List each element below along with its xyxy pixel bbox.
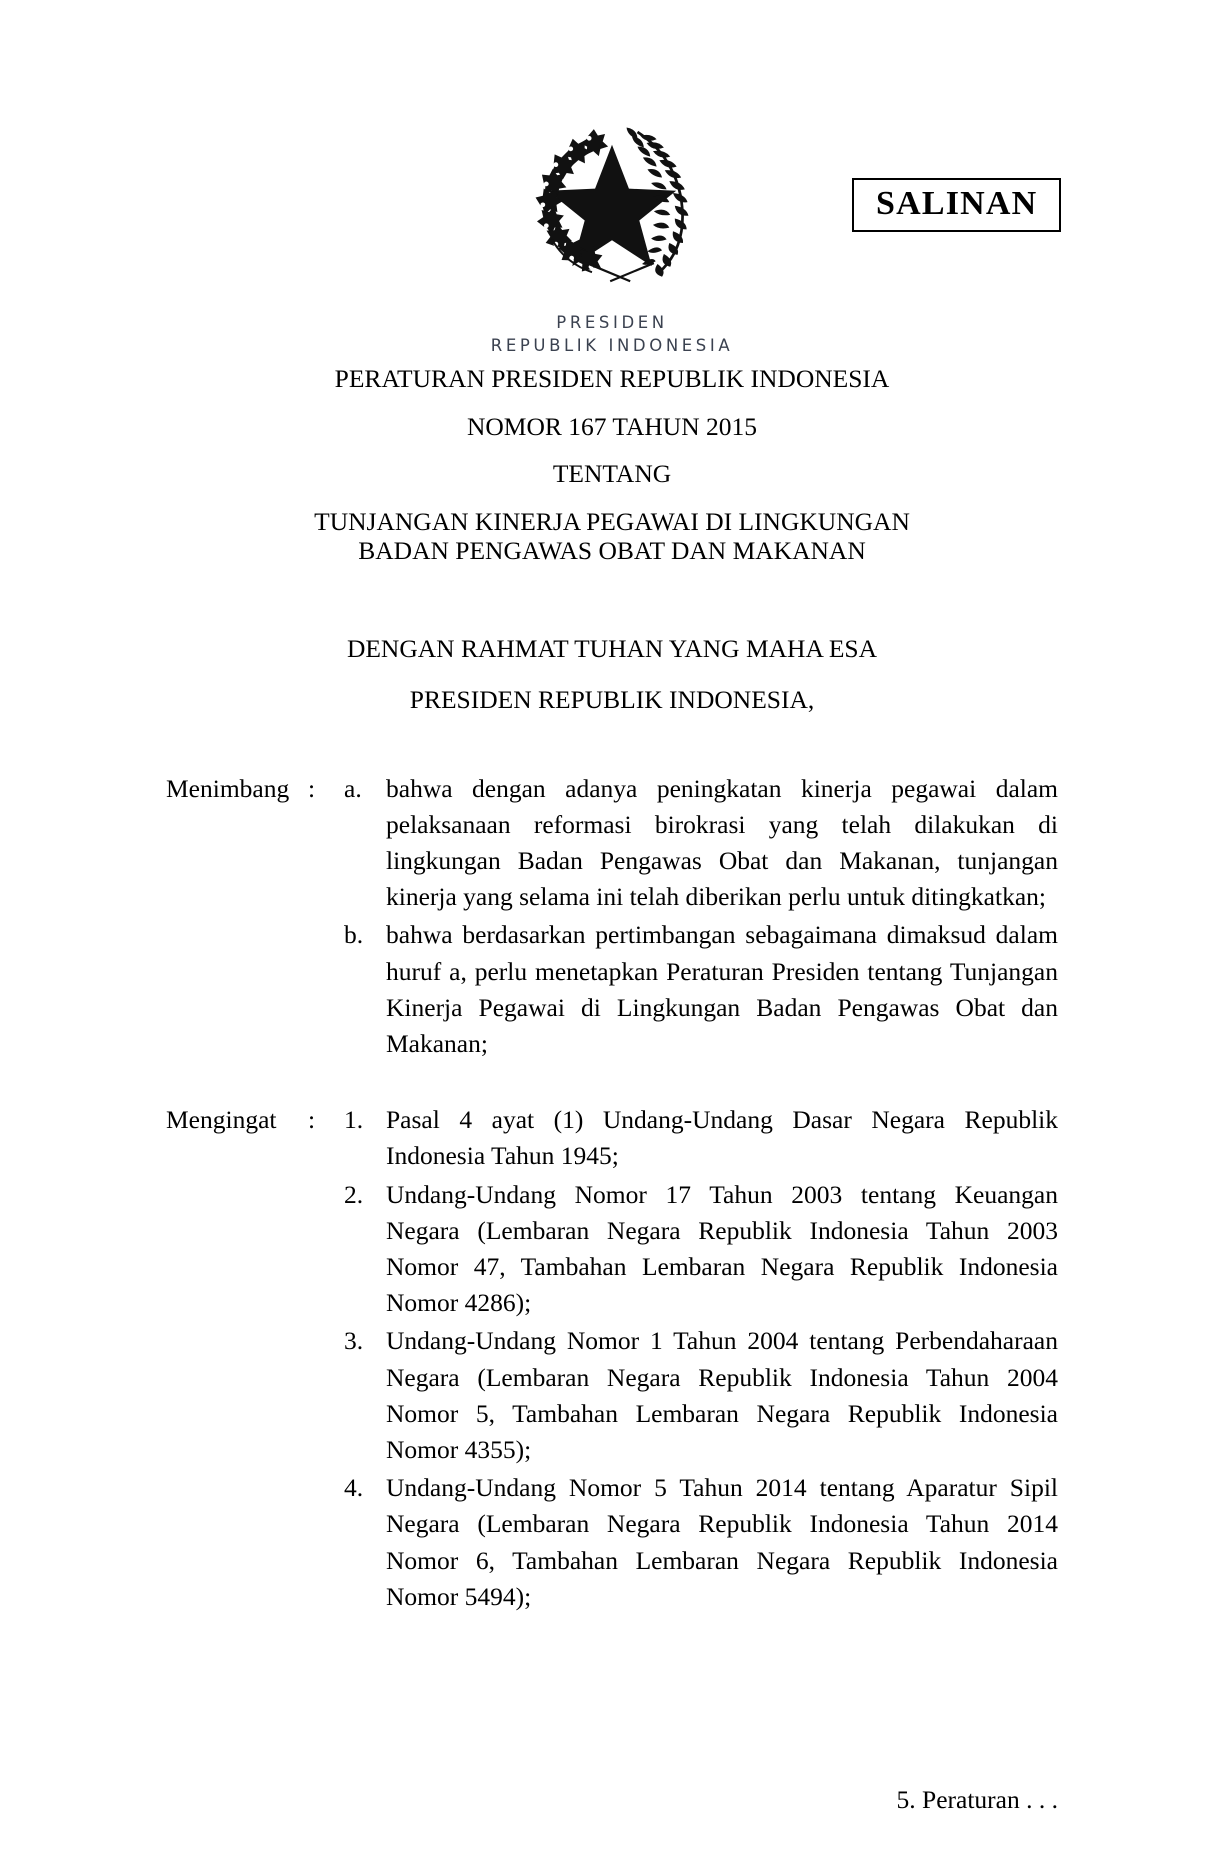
clause-section-mengingat <box>0 1102 1224 1615</box>
emblem-caption-line-1: PRESIDEN <box>556 313 668 332</box>
salinan-stamp <box>852 178 1061 232</box>
clause-item <box>344 1102 1058 1174</box>
title-line-number-year: NOMOR 167 TAHUN 2015 <box>466 411 758 441</box>
document-title <box>0 366 1224 564</box>
title-line-subject-2: BADAN PENGAWAS OBAT DAN MAKANAN <box>358 536 866 565</box>
clause-colon-mengingat: : <box>308 1105 316 1135</box>
clause-item-marker: a. <box>344 773 362 803</box>
clause-item <box>344 1470 1058 1615</box>
clause-item-text: bahwa dengan adanya peningkatan kinerja pegawai dalam pelaksanaan reformasi birokrasi yang telah dilakukan di lingkungan Badan Pengawas Obat dan Makanan, tunjangan kinerja yang selama ini telah diberikan perlu untuk ditingkatkan; <box>386 773 1058 912</box>
clause-item <box>344 771 1058 916</box>
clause-item-marker: 4. <box>344 1473 364 1503</box>
emblem-caption <box>0 312 1224 358</box>
clause-item-marker: 2. <box>344 1179 364 1209</box>
clause-item-text: Undang-Undang Nomor 5 Tahun 2014 tentang Aparatur Sipil Negara (Lembaran Negara Republik Indonesia Tahun 2014 Nomor 6, Tambahan Lembaran Negara Republik Indonesia Nomor 5494); <box>386 1473 1058 1611</box>
title-line-regulation-type: PERATURAN PRESIDEN REPUBLIK INDONESIA <box>334 364 890 393</box>
clause-item-marker: b. <box>344 920 364 950</box>
clause-items-mengingat <box>344 1102 1224 1615</box>
clause-label-mengingat: Mengingat <box>166 1105 277 1135</box>
clause-item-text: bahwa berdasarkan pertimbangan sebagaimana dimaksud dalam huruf a, perlu menetapkan Peraturan Presiden tentang Tunjangan Kinerja Pegawai di Lingkungan Badan Pengawas Obat dan Makanan; <box>386 920 1058 1058</box>
clause-section-menimbang <box>0 771 1224 1063</box>
preamble-line-blessing: DENGAN RAHMAT TUHAN YANG MAHA ESA <box>346 633 878 663</box>
clause-item-text: Undang-Undang Nomor 1 Tahun 2004 tentang Perbendaharaan Negara (Lembaran Negara Republik Indonesia Tahun 2004 Nomor 5, Tambahan Lembaran Negara Republik Indonesia Nomor 4355); <box>386 1326 1058 1464</box>
document-clauses <box>0 771 1224 1615</box>
clause-item-text: Undang-Undang Nomor 17 Tahun 2003 tentang Keuangan Negara (Lembaran Negara Republik Indonesia Tahun 2003 Nomor 47, Tambahan Lembaran Negara Republik Indonesia Nomor 4286); <box>386 1179 1058 1318</box>
clause-item <box>344 917 1058 1062</box>
emblem-caption-line-2: REPUBLIK INDONESIA <box>490 335 734 355</box>
clause-item-marker: 3. <box>344 1326 364 1356</box>
title-line-subject-1: TUNJANGAN KINERJA PEGAWAI DI LINGKUNGAN <box>314 506 910 536</box>
document-preamble <box>0 633 1224 714</box>
salinan-stamp-label: SALINAN <box>876 185 1038 222</box>
document-header <box>0 0 1224 360</box>
clause-items-menimbang <box>344 771 1224 1063</box>
clause-item-marker: 1. <box>344 1105 364 1135</box>
clause-colon-menimbang: : <box>308 773 316 803</box>
clause-label-menimbang: Menimbang <box>166 773 290 803</box>
clause-item <box>344 1323 1058 1468</box>
preamble-line-president: PRESIDEN REPUBLIK INDONESIA, <box>409 685 815 714</box>
indonesian-presidential-seal-icon <box>521 112 703 294</box>
clause-item-text: Pasal 4 ayat (1) Undang-Undang Dasar Negara Republik Indonesia Tahun 1945; <box>386 1105 1058 1171</box>
page-catchword: 5. Peraturan . . . <box>896 1785 1058 1815</box>
clause-item <box>344 1177 1058 1322</box>
title-line-about: TENTANG <box>552 459 672 488</box>
